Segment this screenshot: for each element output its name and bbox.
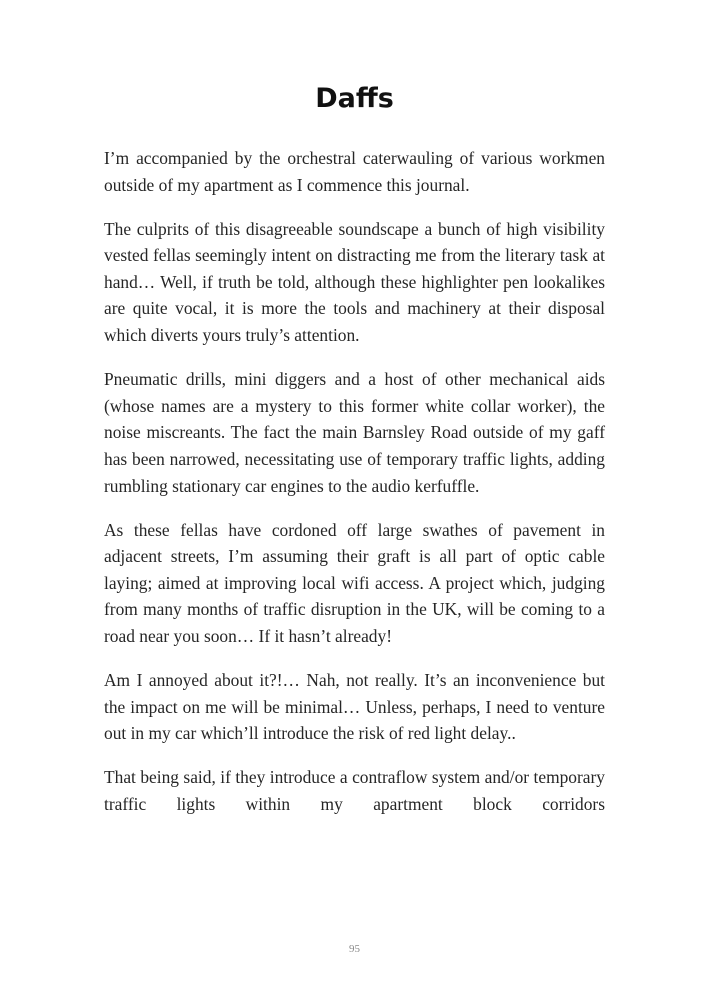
paragraph-1: I’m accompanied by the orchestral caterwauling of various workmen outside of my apartment as I commence this journal. — [104, 148, 605, 195]
paragraph-3: Pneumatic drills, mini diggers and a host of other mechanical aids (whose names are a mystery to this former white collar worker), the noise miscreants. The fact the main Barnsley Road outside of my gaff has been narrowed, necessitating use of temporary traffic lights, adding rumbling stationary car engines to the audio kerfuffle. — [104, 369, 605, 496]
chapter-title: Daffs — [315, 83, 394, 114]
page-number: 95 — [349, 943, 360, 955]
paragraph-6: That being said, if they introduce a contraflow system and/or temporary traffic lights within my apartment block corridors — [104, 767, 605, 814]
paragraph-4: As these fellas have cordoned off large swathes of pavement in adjacent streets, I’m assuming their graft is all part of optic cable laying; aimed at improving local wifi access. A project which, judging from many months of traffic disruption in the UK, will be coming to a road near you soon… If it hasn’t already! — [104, 519, 605, 646]
paragraph-2: The culprits of this disagreeable soundscape a bunch of high visibility vested fellas seemingly intent on distracting me from the literary task at hand… Well, if truth be told, although these highlighter pen lookalikes are quite vocal, it is more the tools and machinery at their disposal which diverts yours truly’s attention. — [104, 218, 605, 346]
chapter-body — [104, 145, 605, 835]
paragraph-5: Am I annoyed about it?!… Nah, not really. It’s an inconvenience but the impact on me will be minimal… Unless, perhaps, I need to venture out in my car which’ll introduce the risk of red light delay.. — [104, 670, 605, 744]
